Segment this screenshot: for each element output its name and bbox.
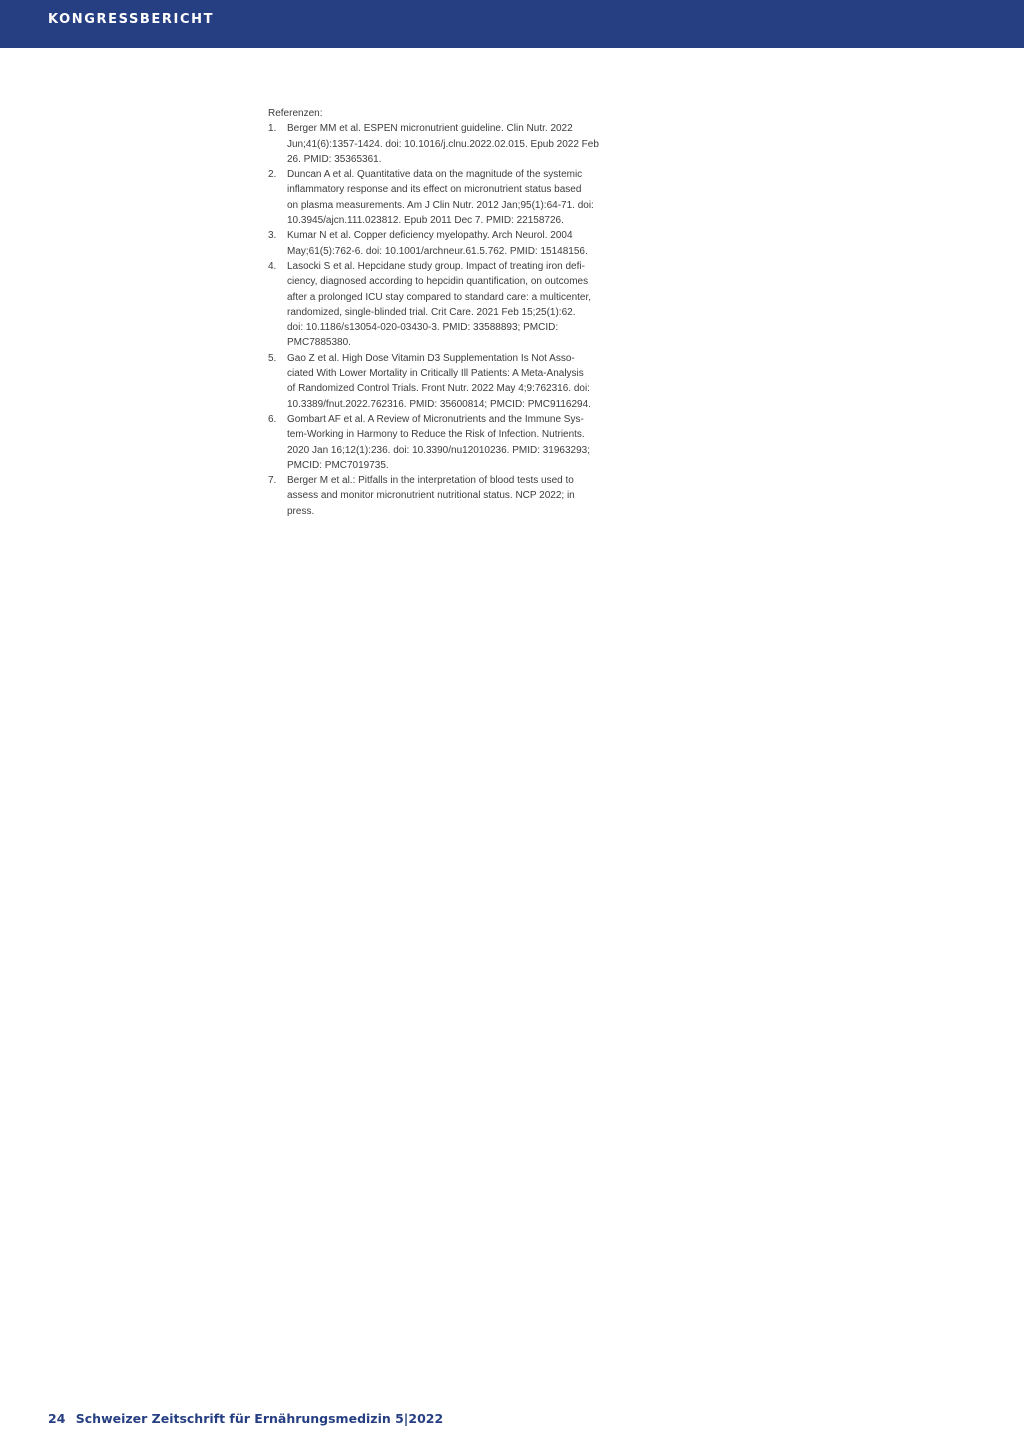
reference-text: Gombart AF et al. A Review of Micronutrients and the Immune Sys- tem-Working in Harmony to Reduce the Risk of Infection. Nutrients. 2020 Jan 16;12(1):236. doi: 10.3390/nu12010236. PMID: 31963293; PMCID: PMC7019735. (287, 413, 591, 471)
header-band (0, 0, 1024, 48)
reference-item (268, 412, 614, 473)
references-section (268, 106, 614, 519)
reference-item (268, 121, 614, 167)
reference-number: 5. (268, 352, 277, 364)
reference-number: 1. (268, 123, 277, 135)
reference-number: 4. (268, 260, 277, 272)
reference-text: Berger M et al.: Pitfalls in the interpretation of blood tests used to assess and monitor micronutrient nutritional status. NCP 2022; in press. (287, 475, 575, 517)
references-list (268, 121, 614, 519)
reference-text: Kumar N et al. Copper deficiency myelopathy. Arch Neurol. 2004 May;61(5):762-6. doi: 10.1001/archneur.61.5.762. PMID: 15148156. (287, 230, 588, 257)
reference-item (268, 351, 614, 412)
references-heading: Referenzen: (268, 108, 323, 119)
reference-text: Lasocki S et al. Hepcidane study group. Impact of treating iron defi- ciency, diagnosed according to hepcidin quantification, on outcomes after a prolonged ICU stay compared to standard care: a multicenter, randomized, single-blinded trial. Crit Care. 2021 Feb 15;25(1):62. doi: 10.1186/s13054-020-03430-3. PMID: 33588893; PMCID: PMC7885380. (287, 260, 592, 349)
reference-item (268, 259, 614, 351)
reference-item (268, 228, 614, 259)
reference-text: Berger MM et al. ESPEN micronutrient guideline. Clin Nutr. 2022 Jun;41(6):1357-1424. doi: 10.1016/j.clnu.2022.02.015. Epub 2022 Feb 26. PMID: 35365361. (287, 123, 599, 165)
reference-number: 3. (268, 230, 277, 242)
reference-number: 2. (268, 169, 277, 181)
journal-title: Schweizer Zeitschrift für Ernährungsmedizin 5|2022 (75, 1411, 444, 1426)
reference-text: Duncan A et al. Quantitative data on the magnitude of the systemic inflammatory response and its effect on micronutrient status based on plasma measurements. Am J Clin Nutr. 2012 Jan;95(1):64-71. doi: 10.3945/ajcn.111.023812. Epub 2011 Dec 7. PMID: 22158726. (287, 169, 594, 227)
reference-item (268, 167, 614, 228)
reference-item (268, 473, 614, 519)
page-number: 24 (48, 1411, 66, 1426)
section-title: KONGRESSBERICHT (48, 12, 215, 27)
reference-number: 6. (268, 413, 277, 425)
reference-number: 7. (268, 475, 277, 487)
reference-text: Gao Z et al. High Dose Vitamin D3 Supplementation Is Not Asso- ciated With Lower Mortality in Critically Ill Patients: A Meta-Analysis of Randomized Control Trials. Front Nutr. 2022 May 4;9:762316. doi: 10.3389/fnut.2022.762316. PMID: 35600814; PMCID: PMC9116294. (287, 352, 591, 410)
page-footer (48, 1411, 443, 1427)
